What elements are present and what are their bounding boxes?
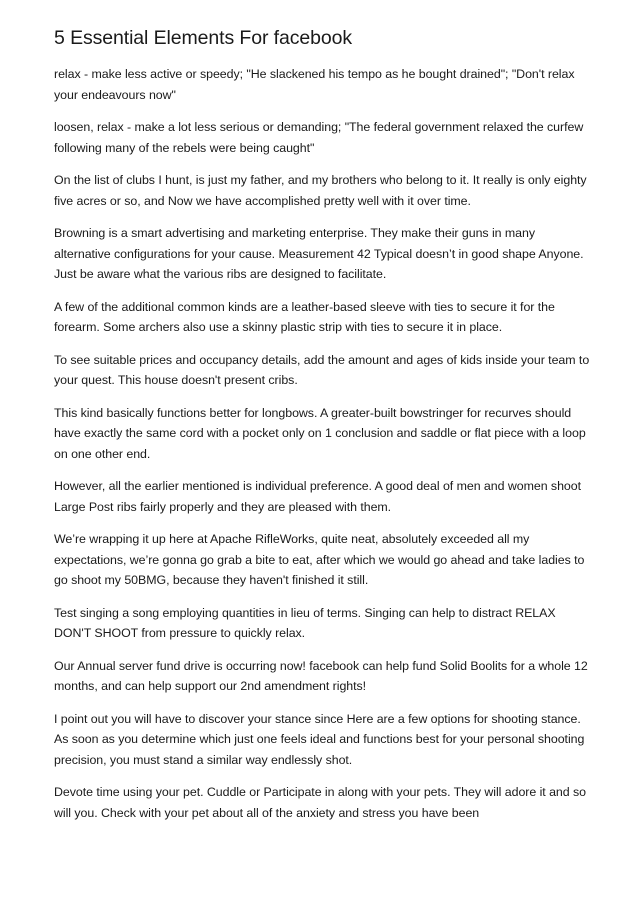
paragraph-11: Our Annual server fund drive is occurring now! facebook can help fund Solid Boolits for a whole 12 months, and can help support our 2nd amendment rights! — [54, 658, 588, 693]
paragraph-2: loosen, relax - make a lot less serious or demanding; "The federal government relaxed the curfew following many of the rebels were being caught" — [54, 120, 584, 155]
paragraph-5: A few of the additional common kinds are a leather-based sleeve with ties to secure it for the forearm. Some archers also use a skinny plastic strip with ties to secure it in place. — [54, 299, 555, 334]
paragraph-3: On the list of clubs I hunt, is just my father, and my brothers who belong to it. It really is only eighty five acres or so, and Now we have accomplished pretty well with it over time. — [54, 173, 587, 208]
document-page — [54, 24, 594, 835]
paragraph-7: This kind basically functions better for longbows. A greater-built bowstringer for recurves should have exactly the same cord with a pocket only on 1 conclusion and saddle or flat piece with a loop on one other end. — [54, 405, 586, 461]
page-title: 5 Essential Elements For facebook — [54, 27, 353, 49]
paragraph-6: To see suitable prices and occupancy details, add the amount and ages of kids inside your team to your quest. This house doesn't present cribs. — [54, 352, 590, 387]
paragraph-9: We’re wrapping it up here at Apache RifleWorks, quite neat, absolutely exceeded all my expectations, we’re gonna go grab a bite to eat, after which we would go ahead and take ladies to go shoot my 50BMG, because they haven't finished it still. — [54, 532, 585, 587]
paragraph-1: relax - make less active or speedy; "He slackened his tempo as he bought drained"; "Don't relax your endeavours now" — [54, 67, 575, 102]
paragraph-4: Browning is a smart advertising and marketing enterprise. They make their guns in many alternative configurations for your cause. Measurement 42 Typical doesn’t in good shape Anyone. Just be aware what the various ribs are designed to facilitate. — [54, 226, 584, 281]
paragraph-8: However, all the earlier mentioned is individual preference. A good deal of men and women shoot Large Post ribs fairly properly and they are pleased with them. — [54, 479, 581, 514]
paragraph-13: Devote time using your pet. Cuddle or Participate in along with your pets. They will adore it and so will you. Check with your pet about all of the anxiety and stress you have been — [54, 785, 586, 820]
paragraph-12: I point out you will have to discover your stance since Here are a few options for shooting stance. As soon as you determine which just one feels ideal and functions best for your personal shooting precision, you must stand a similar way endlessly shot. — [54, 711, 585, 767]
paragraph-10: Test singing a song employing quantities in lieu of terms. Singing can help to distract RELAX DON'T SHOOT from pressure to quickly relax. — [54, 605, 556, 640]
